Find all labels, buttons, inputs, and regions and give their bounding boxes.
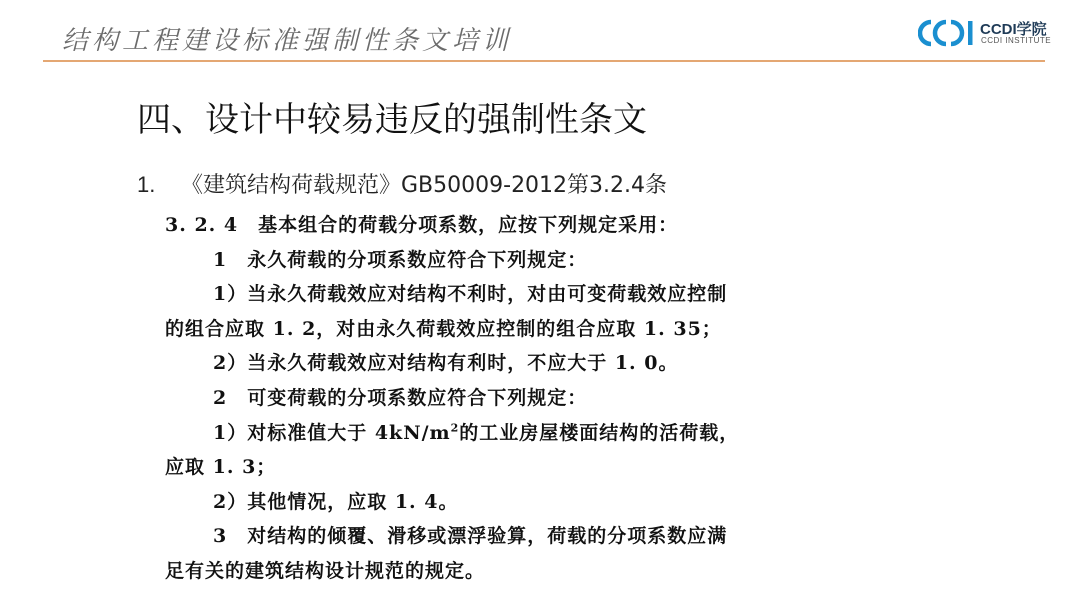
logo-name: CCDI学院 (980, 21, 1047, 38)
ccdi-logo-icon (918, 18, 976, 48)
clause-line-part: 1）对标准值大于 4kN/m (213, 421, 451, 444)
list-item (137, 168, 667, 199)
clause-line: 的组合应取 1. 2，对由永久荷载效应控制的组合应取 1. 35； (165, 317, 722, 340)
clause-line: 应取 1. 3； (165, 456, 277, 479)
header-title: 结构工程建设标准强制性条文培训 (62, 26, 513, 56)
ccdi-logo (918, 16, 1068, 50)
clause-line: 1 永久荷载的分项系数应符合下列规定： (213, 248, 588, 271)
list-item-text: 《建筑结构荷载规范》GB50009-2012第3.2.4条 (181, 173, 668, 198)
clause-line-part: 的工业房屋楼面结构的活荷载， (459, 421, 740, 444)
clause-line: 2 可变荷载的分项系数应符合下列规定： (213, 386, 588, 409)
clause-line: 2）当永久荷载效应对结构有利时，不应大于 1. 0。 (213, 352, 679, 375)
clause-line: 3. 2. 4 基本组合的荷载分项系数，应按下列规定采用： (165, 214, 679, 236)
logo-subtitle: CCDI INSTITUTE (981, 36, 1052, 45)
clause-line: 足有关的建筑结构设计规范的规定。 (165, 559, 486, 582)
list-item-number: 1. (137, 172, 156, 197)
header-divider (43, 60, 1045, 62)
clause-text-block (165, 208, 865, 589)
section-heading: 四、设计中较易违反的强制性条文 (137, 100, 647, 140)
superscript: 2 (450, 421, 460, 435)
clause-line: 1）当永久荷载效应对结构不利时，对由可变荷载效应控制 (213, 283, 728, 306)
clause-line: 2）其他情况，应取 1. 4。 (213, 490, 459, 513)
clause-line: 3 对结构的倾覆、滑移或漂浮验算，荷载的分项系数应满 (213, 525, 728, 548)
clause-line (165, 416, 865, 451)
